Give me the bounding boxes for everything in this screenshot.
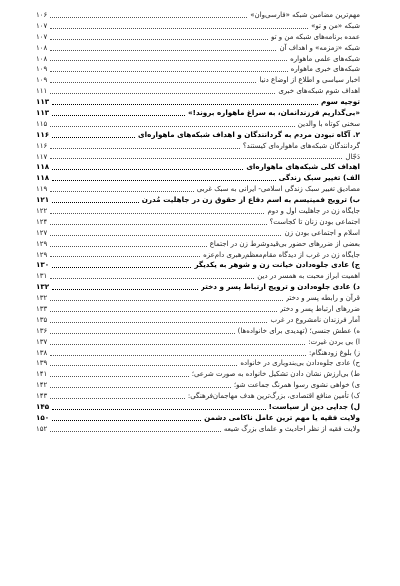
toc-entry-page-number: ۱۳۵ bbox=[36, 315, 48, 324]
dot-leader bbox=[52, 169, 243, 170]
toc-entry-title: اهمیت ابراز محبت به همسر در دین bbox=[257, 272, 360, 281]
toc-entry-title: مهم‌ترین مضامین شبکه «فارسی‌وان» bbox=[250, 10, 360, 19]
toc-entry-title: اهداف شوم شبکه‌های خبری bbox=[278, 87, 360, 96]
toc-entry-title: ز) بلوغ زودهنگام: bbox=[309, 348, 360, 357]
toc-entry bbox=[36, 195, 360, 206]
toc-entry-page-number: ۱۱۳ bbox=[36, 108, 50, 117]
toc-entry bbox=[36, 206, 360, 217]
toc-entry-title: ک) تأمین منافع اقتصادی، بزرگ‌ترین هدف مهاجمان‌فرهنگی: bbox=[187, 392, 360, 401]
dot-leader bbox=[52, 289, 198, 290]
toc-entry-page-number: ۱۰۸ bbox=[36, 43, 48, 52]
toc-entry-title: سخنی کوتاه با والدین bbox=[297, 119, 360, 128]
toc-entry bbox=[36, 260, 360, 271]
dot-leader bbox=[52, 115, 185, 116]
dot-leader bbox=[50, 344, 305, 345]
toc-entry bbox=[36, 10, 360, 21]
dot-leader bbox=[50, 126, 295, 127]
toc-entry-title: ه) عطش جنسی؛ (تهدیدی برای خانواده‌ها) bbox=[237, 326, 360, 335]
toc-entry-page-number: ۱۲۴ bbox=[36, 217, 48, 226]
toc-entry bbox=[36, 130, 360, 141]
dot-leader bbox=[50, 148, 240, 149]
toc-entry bbox=[36, 402, 360, 413]
toc-entry bbox=[36, 152, 360, 163]
toc-entry-page-number: ۱۱۸ bbox=[36, 173, 50, 183]
toc-entry-title: ج) عادی جلوه‌دادن خیانت زن و شوهر به یکدیگر bbox=[194, 260, 360, 270]
toc-entry-page-number: ۱۱۷ bbox=[36, 152, 48, 161]
toc-entry-title: اجتماعی بودن زنان تا کجاست؟ bbox=[269, 217, 360, 226]
toc-entry-page-number: ۱۵۰ bbox=[36, 412, 50, 422]
toc-entry-title: شبکه‌های خبری ماهواره bbox=[290, 65, 360, 74]
toc-entry-title: اهداف کلی شبکه‌های ماهواره‌ای bbox=[246, 162, 360, 172]
toc-entry-page-number: ۱۲۱ bbox=[36, 195, 50, 205]
dot-leader bbox=[50, 39, 268, 40]
toc-entry bbox=[36, 326, 360, 337]
toc-entry-page-number: ۱۱۸ bbox=[36, 162, 50, 172]
toc-entry bbox=[36, 21, 360, 32]
toc-entry-title: جایگاه زن در غرب از دیدگاه مقام‌معظم‌رهبری دام‌عزه bbox=[203, 250, 360, 259]
dot-leader bbox=[50, 300, 282, 301]
toc-entry-page-number: ۱۳۷ bbox=[36, 337, 48, 346]
toc-entry-title: دَجّال bbox=[345, 152, 360, 161]
dot-leader bbox=[52, 420, 201, 421]
toc-entry-title: شبکه «زمزمه» و اهداف آن bbox=[279, 43, 360, 52]
toc-entry bbox=[36, 413, 360, 424]
dot-leader bbox=[50, 235, 281, 236]
toc-entry-page-number: ۱۳۳ bbox=[36, 305, 48, 314]
toc-entry bbox=[36, 184, 360, 195]
toc-entry-title: شبکه‌های علمی ماهواره bbox=[290, 54, 360, 63]
dot-leader bbox=[50, 376, 188, 377]
toc-entry bbox=[36, 119, 360, 130]
toc-entry bbox=[36, 162, 360, 173]
toc-entry bbox=[36, 228, 360, 239]
toc-entry-title: عمده برنامه‌های شبکه من و تو bbox=[270, 32, 360, 41]
toc-entry-page-number: ۱۲۹ bbox=[36, 239, 48, 248]
toc-entry-title: ا) بی بردن غیرت: bbox=[308, 337, 360, 346]
dot-leader bbox=[50, 213, 264, 214]
toc-entry-title: ح) عادی جلوه‌دادن بی‌بندوباری در خانواده bbox=[240, 359, 360, 368]
toc-entry-page-number: ۱۳۸ bbox=[36, 348, 48, 357]
toc-entry-title: شبکه «من و تو» bbox=[311, 21, 360, 30]
dot-leader bbox=[50, 311, 276, 312]
toc-entry-title: گردانندگان شبکه‌های ماهواره‌ای کیستند؟ bbox=[242, 141, 360, 150]
toc-entry-page-number: ۱۰۸ bbox=[36, 54, 48, 63]
toc-entry bbox=[36, 43, 360, 54]
toc-entry-title: ل) جدایی دین از سیاست! bbox=[268, 402, 360, 412]
toc-entry bbox=[36, 315, 360, 326]
toc-entry bbox=[36, 239, 360, 250]
dot-leader bbox=[50, 71, 287, 72]
toc-entry-page-number: ۱۱۱ bbox=[36, 87, 48, 96]
toc-entry bbox=[36, 54, 360, 65]
toc-entry-page-number: ۱۳۲ bbox=[36, 294, 48, 303]
toc-entry-page-number: ۱۰۷ bbox=[36, 21, 48, 30]
toc-entry bbox=[36, 391, 360, 402]
toc-entry bbox=[36, 250, 360, 261]
toc-entry bbox=[36, 337, 360, 348]
toc-entry-page-number: ۱۳۰ bbox=[36, 260, 50, 270]
toc-entry-page-number: ۱۳۹ bbox=[36, 359, 48, 368]
dot-leader bbox=[50, 93, 275, 94]
dot-leader bbox=[52, 267, 191, 268]
dot-leader bbox=[50, 278, 254, 279]
toc-entry-page-number: ۱۵۲ bbox=[36, 424, 48, 433]
toc-entry bbox=[36, 86, 360, 97]
toc-entry-page-number: ۱۱۳ bbox=[36, 97, 50, 107]
toc-entry bbox=[36, 424, 360, 435]
toc-entry-title: ی) خواهی نشوی رسوا همرنگ جماعت شو؛ bbox=[233, 381, 360, 390]
toc-entry-title: د) عادی جلوه‌دادن و ترویج ارتباط پسر و دختر bbox=[200, 282, 360, 292]
toc-entry-title: توجیه سوم bbox=[320, 97, 360, 107]
dot-leader bbox=[52, 104, 318, 105]
toc-entry-page-number: ۱۲۲ bbox=[36, 207, 48, 216]
toc-entry bbox=[36, 271, 360, 282]
toc-entry-title: الف) تغییر سبک زندگی bbox=[278, 173, 360, 183]
toc-entry-title: «بی‌گذاریم فرزندانمان، به سراغ ماهواره بروند!» bbox=[188, 108, 360, 117]
dot-leader bbox=[50, 322, 267, 323]
toc-entry-title: ولایت فقیه از نظر احادیث و علمای بزرگ شیعه bbox=[223, 424, 360, 433]
toc-entry-page-number: ۱۰۹ bbox=[36, 65, 48, 74]
dot-leader bbox=[50, 60, 287, 61]
dot-leader bbox=[50, 256, 200, 257]
toc-entry bbox=[36, 141, 360, 152]
dot-leader bbox=[50, 191, 193, 192]
dot-leader bbox=[52, 202, 139, 203]
toc-entry bbox=[36, 369, 360, 380]
dot-leader bbox=[50, 158, 342, 159]
toc-entry-title: ضررهای ارتباط پسر و دختر bbox=[279, 305, 360, 314]
toc-entry-title: اسلام و اجتماعی بودن زن bbox=[284, 228, 360, 237]
dot-leader bbox=[52, 180, 275, 181]
dot-leader bbox=[50, 50, 276, 51]
toc-entry bbox=[36, 359, 360, 370]
table-of-contents bbox=[0, 10, 400, 435]
toc-entry-page-number: ۱۰۹ bbox=[36, 76, 48, 85]
toc-entry bbox=[36, 64, 360, 75]
toc-entry-title: ولایت فقیه یا مهم ترین عامل ناکامی دشمن bbox=[204, 412, 360, 422]
toc-entry-page-number: ۱۳۲ bbox=[36, 282, 50, 292]
toc-entry-title: ۲. آگاه نبودن مردم به گردانندگان و اهداف شبکه‌های ماهواره‌ای bbox=[138, 129, 360, 139]
toc-entry-page-number: ۱۲۹ bbox=[36, 250, 48, 259]
toc-entry-page-number: ۱۴۱ bbox=[36, 370, 48, 379]
toc-entry-page-number: ۱۴۵ bbox=[36, 402, 50, 412]
dot-leader bbox=[50, 355, 306, 356]
toc-entry-page-number: ۱۴۲ bbox=[36, 381, 48, 390]
toc-entry-title: مصادیق تغییر سبک زندگی اسلامی- ایرانی به سبک غربی bbox=[196, 185, 360, 194]
toc-entry-title: ب) ترویج فمینیسم به اسم دفاع از حقوق زن در جاهلیت مُدرن bbox=[141, 195, 360, 205]
toc-entry-title: ط) بی‌ارزش نشان دادن تشکیل خانواده به صورت شرعی؛ bbox=[191, 370, 360, 379]
toc-entry-page-number: ۱۱۶ bbox=[36, 129, 50, 139]
dot-leader bbox=[50, 387, 231, 388]
dot-leader bbox=[50, 365, 237, 366]
toc-entry-title: اخبار سیاسی و اطلاع از اوضاع دنیا bbox=[259, 76, 360, 85]
dot-leader bbox=[50, 246, 206, 247]
toc-entry bbox=[36, 293, 360, 304]
toc-entry-page-number: ۱۰۶ bbox=[36, 10, 48, 19]
dot-leader bbox=[50, 28, 308, 29]
toc-entry-page-number: ۱۳۱ bbox=[36, 272, 48, 281]
dot-leader bbox=[50, 82, 256, 83]
toc-entry bbox=[36, 348, 360, 359]
dot-leader bbox=[50, 224, 266, 225]
toc-entry-page-number: ۱۱۵ bbox=[36, 119, 48, 128]
toc-entry-page-number: ۱۰۷ bbox=[36, 32, 48, 41]
toc-entry-page-number: ۱۴۳ bbox=[36, 392, 48, 401]
toc-entry-title: آمار فرزندان نامشروع در غرب bbox=[270, 315, 360, 324]
toc-entry bbox=[36, 282, 360, 293]
toc-entry bbox=[36, 304, 360, 315]
toc-entry bbox=[36, 97, 360, 108]
dot-leader bbox=[50, 17, 247, 18]
dot-leader bbox=[50, 398, 185, 399]
toc-entry-title: قرآن و رابطه پسر و دختر bbox=[285, 294, 360, 303]
toc-entry bbox=[36, 32, 360, 43]
dot-leader bbox=[50, 333, 234, 334]
toc-entry bbox=[36, 217, 360, 228]
toc-entry bbox=[36, 380, 360, 391]
toc-entry-title: جایگاه زن در جاهلیت اول و دوم bbox=[267, 207, 360, 216]
toc-entry-page-number: ۱۲۷ bbox=[36, 228, 48, 237]
toc-entry bbox=[36, 108, 360, 119]
dot-leader bbox=[50, 431, 221, 432]
toc-entry-page-number: ۱۱۶ bbox=[36, 141, 48, 150]
toc-entry-page-number: ۱۱۹ bbox=[36, 185, 48, 194]
toc-entry-page-number: ۱۳۶ bbox=[36, 326, 48, 335]
toc-entry-title: بعضی از ضررهای حضور بی‌قیدوشرط زن در اجتماع bbox=[209, 239, 360, 248]
toc-entry bbox=[36, 75, 360, 86]
dot-leader bbox=[52, 409, 265, 410]
toc-entry bbox=[36, 173, 360, 184]
dot-leader bbox=[52, 137, 135, 138]
